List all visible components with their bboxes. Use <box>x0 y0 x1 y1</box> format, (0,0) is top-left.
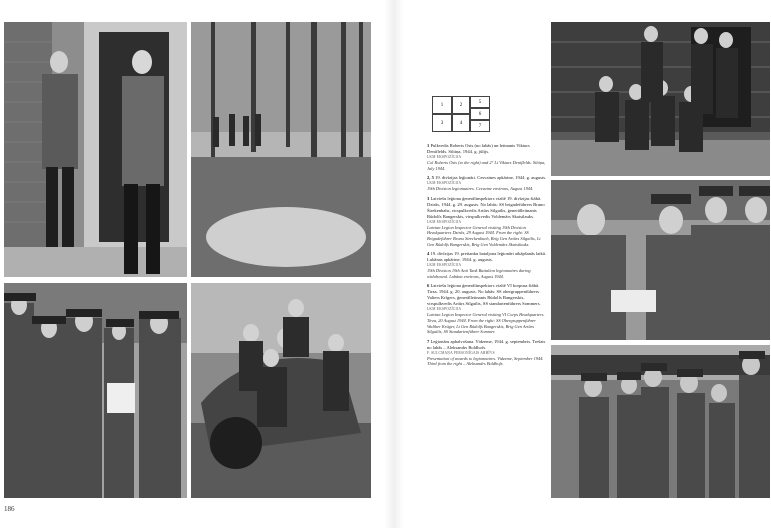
key-cell-5: 5 <box>470 96 490 108</box>
photo-forest-pond-soldiers <box>191 22 371 277</box>
caption-english: Latvian Legion Inspector General visiting VI Corps Headquarters. Tirza, 20 August 1944. From the right: SS Obergruppenführer Walther Krüger, Lt Gen Rūdolfs Bangerskis, Brig Gen Artūrs Silgailis, SS Standartenführer Sommer. <box>427 312 545 335</box>
caption-6 <box>427 283 547 334</box>
caption-english: Presentation of awards to legionnaires. Vidzeme, September 1944. Third from the right – Aleksandrs Boldhofs. <box>427 355 544 367</box>
key-cell-2: 2 <box>452 96 470 114</box>
photo-officers-reading-map <box>551 180 770 340</box>
caption-number: 3 <box>427 195 430 201</box>
caption-english: Col Roberts Osis (to the right) and 2° Lt Vikturs Deniflelds. Siltiņa, July 1944. <box>427 160 546 171</box>
caption-latvian: Latviešu leģiona ģenerālinspektors vizītē VI korpusa štābā. Tirza, 1944. g. 20. augusts. No labās: SS obergruppenführers Valters Krīgers, ģenerālleitnants Rūdolfs Bangerskis, virspulkvedis Artūrs Silgailis, SS standartenführers Sommers. <box>427 283 541 307</box>
photo-soldiers-antitank-gun <box>191 283 371 498</box>
caption-7 <box>427 339 547 367</box>
caption-latvian: Leģionāru apbalvošana. Vidzeme, 1944. g. septembris. Trešais no labās – Aleksandrs Boldhofs. <box>427 338 546 350</box>
caption-latvian: 19. divīzijas leģionāri. Cesvaines apkārtne, 1944. g. augusts. <box>435 175 547 181</box>
caption-credit: LKM EKSPOZĪCIJA <box>427 307 462 312</box>
caption-3 <box>427 196 547 247</box>
photo-soldiers-barracks-steps <box>551 22 770 176</box>
page-number: 186 <box>4 505 15 513</box>
caption-credit: LKM EKSPOZĪCIJA <box>427 263 462 268</box>
caption-number: 1 <box>427 143 430 148</box>
caption-credit: LKM EKSPOZĪCIJA <box>427 155 462 159</box>
key-cell-4: 4 <box>452 114 470 132</box>
caption-number: 7 <box>427 338 430 344</box>
key-cell-3: 3 <box>432 114 452 132</box>
photo-key-grid <box>432 96 490 132</box>
photo-officers-group-meeting <box>4 283 187 498</box>
caption-number: 2, 5 <box>427 175 434 181</box>
caption-english: 19th Division 19th Anti Tank Battalion legionnaires during withdrawal. Lubāna environs, August 1944. <box>427 268 531 279</box>
caption-credit: LKM EKSPOZĪCIJA <box>427 181 462 186</box>
caption-credit: F. SULCMAŅA PERSONĪGAIS ARHĪVS <box>427 350 495 355</box>
caption-1 <box>427 143 547 171</box>
caption-2-5 <box>427 175 547 192</box>
key-cell-6: 6 <box>470 108 490 120</box>
key-cell-1: 1 <box>432 96 452 114</box>
photo-two-officers-doorway <box>4 22 187 277</box>
caption-english: Latvian Legion Inspector General visiting 19th Division Headquarters Dzirās, 29 August 1944. From the right: SS Brigadeführer Bruno Streckenbach, Brig Gen Artūrs Silgailis, Lt Gen Rūdolfs Bangerskis, Brig Gen Voldemārs Skaistlauks. <box>427 224 541 247</box>
caption-column <box>427 143 547 371</box>
caption-english: 19th Division legionnaires. Cesvaine environs, August 1944. <box>427 186 534 192</box>
caption-latvian: 19. divīzijas 19. prettanku bataljona leģionāri atkāpšanās laikā. Lubānas apkārtne, 1944. g. augusts. <box>427 251 547 263</box>
book-gutter <box>384 0 404 528</box>
caption-number: 4 <box>427 251 430 257</box>
photo-award-ceremony <box>551 345 770 498</box>
key-cell-7: 7 <box>470 120 490 132</box>
caption-4 <box>427 251 547 279</box>
caption-number: 6 <box>427 283 430 289</box>
caption-credit: LKM EKSPOZĪCIJA <box>427 219 462 224</box>
caption-latvian: Pulkvedis Roberts Osis (no labās) un leitnants Vikturs Deniflelds. Siltiņa, 1944. g. jūlijs. <box>427 143 530 154</box>
caption-latvian: Latviešu leģiona ģenerālinspektors vizītē 19. divīzijas štābā. Dzirās, 1944. g. 29. augusts. No labās: SS brigadeführers Bruno Štrekenbahs, virspulkvedis Artūrs Silgailis, ģenerālleitnants Rūdolfs Bangerskis, virspulkvedis Voldemārs Skaistlauks. <box>427 195 545 219</box>
